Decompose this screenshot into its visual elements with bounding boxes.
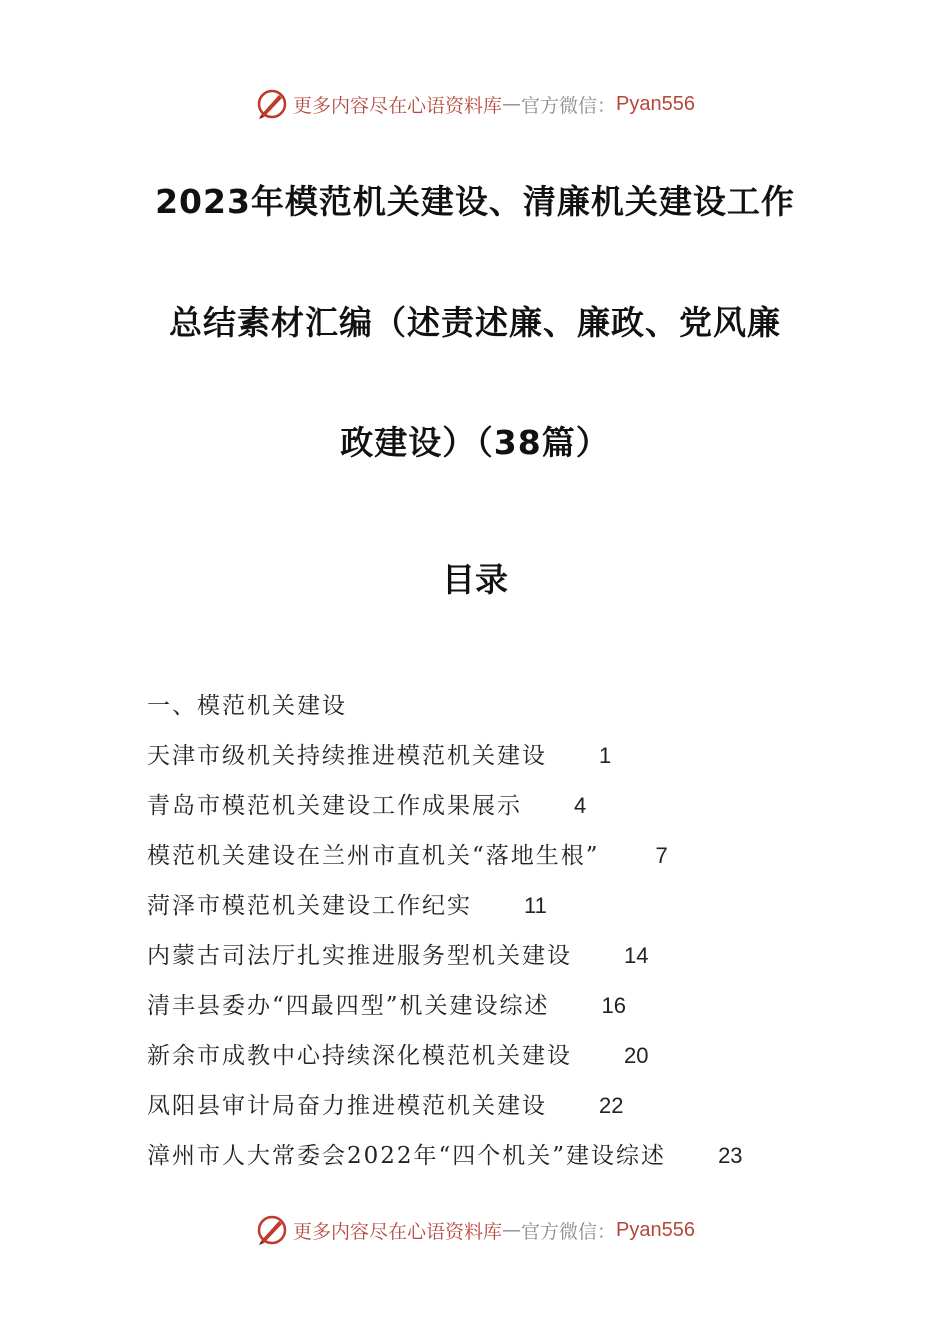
watermark-dash: — [502,93,522,115]
toc-entry[interactable] [147,888,867,938]
toc-entry-page: 7 [655,843,668,868]
document-title-line-2: 总结素材汇编（述责述廉、廉政、党风廉 [169,303,781,342]
watermark-text: 更多内容尽在心语资料库 [293,94,503,117]
pen-logo-icon [255,87,289,121]
toc-entry-page: 4 [574,793,587,818]
watermark-wechat-label: 官方微信： [521,94,617,117]
toc-entry-title: 天津市级机关持续推进模范机关建设 [147,743,547,769]
watermark-header [0,84,950,124]
watermark-text: 更多内容尽在心语资料库 [293,1220,503,1243]
toc-entry-title: 清丰县委办“四最四型”机关建设综述 [147,993,550,1019]
toc-entry-title: 青岛市模范机关建设工作成果展示 [147,793,522,819]
toc-entry-title: 菏泽市模范机关建设工作纪实 [147,893,472,919]
toc-section-title: 一、模范机关建设 [147,693,347,719]
toc-entry[interactable] [147,1088,867,1138]
pen-logo-icon [255,1213,289,1247]
toc-entry-page: 22 [599,1093,624,1118]
document-title-line-3: 政建设）（38篇） [340,423,610,462]
toc-entry-title: 凤阳县审计局奋力推进模范机关建设 [147,1093,547,1119]
watermark-footer [0,1210,950,1250]
toc-entry[interactable] [147,838,867,888]
toc-entry-page: 14 [624,943,649,968]
toc-entry-page: 1 [599,743,612,768]
toc-heading: 目录 [442,560,508,599]
toc-entry[interactable] [147,738,867,788]
watermark-dash: — [502,1219,522,1241]
toc-entry-title: 新余市成教中心持续深化模范机关建设 [147,1043,572,1069]
watermark-wechat-label: 官方微信： [521,1220,617,1243]
toc-entry-page: 20 [624,1043,649,1068]
table-of-contents [147,688,867,1188]
toc-section-heading [147,688,867,738]
watermark-wechat-id: Pyan556 [616,1218,695,1241]
toc-entry-page: 11 [524,893,547,918]
toc-entry[interactable] [147,788,867,838]
toc-entry-page: 23 [718,1143,743,1168]
toc-entry-page: 16 [601,993,627,1018]
toc-entry-title: 漳州市人大常委会2022年“四个机关”建设综述 [147,1143,667,1169]
toc-entry-title: 模范机关建设在兰州市直机关“落地生根” [147,843,600,869]
watermark-wechat-id: Pyan556 [616,92,695,115]
document-title-line-1: 2023年模范机关建设、清廉机关建设工作 [155,182,795,221]
toc-entry[interactable] [147,988,867,1038]
toc-entry[interactable] [147,938,867,988]
toc-entry-title: 内蒙古司法厅扎实推进服务型机关建设 [147,943,572,969]
toc-entry[interactable] [147,1038,867,1088]
toc-entry[interactable] [147,1138,867,1188]
